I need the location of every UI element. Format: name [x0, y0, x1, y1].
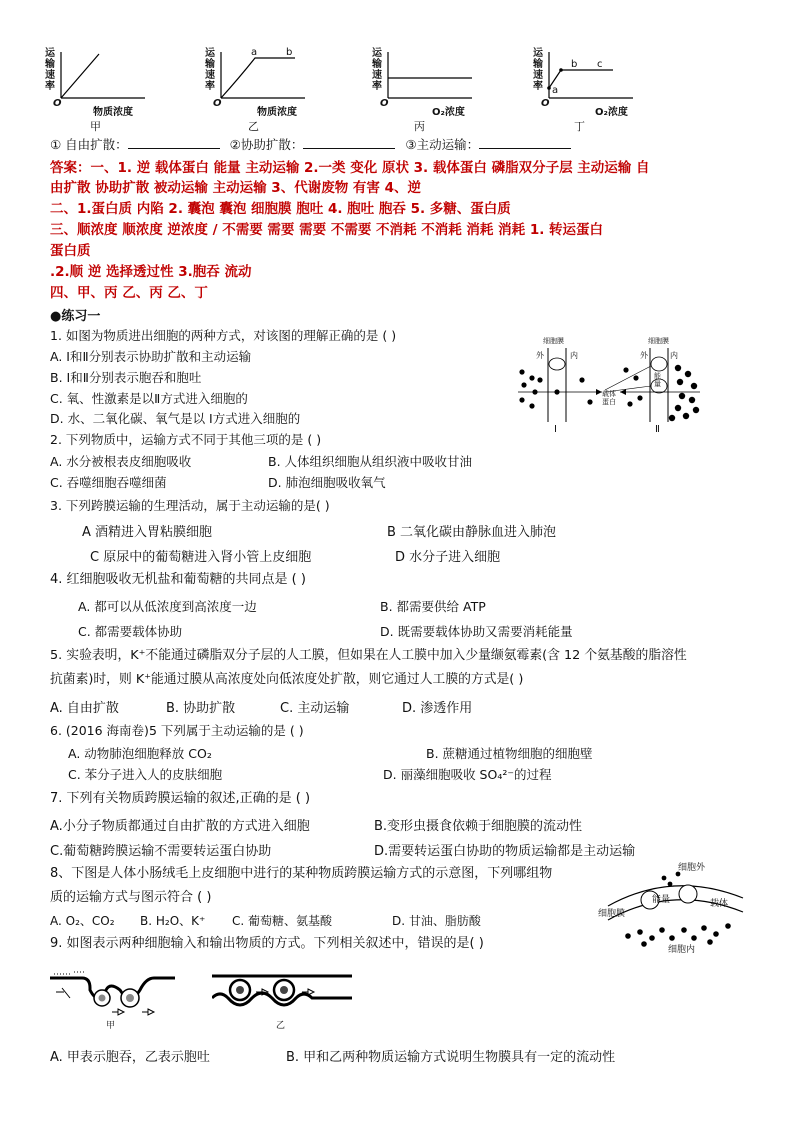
graph-name: 乙 — [248, 120, 259, 133]
q1-option-b[interactable]: B. Ⅰ和Ⅱ分别表示胞吞和胞吐 — [50, 370, 202, 385]
graph-name: 甲 — [90, 120, 101, 133]
q4-option-b[interactable]: B. 都需要供给 ATP — [380, 599, 486, 614]
graph-name: 丙 — [414, 120, 425, 133]
y-axis-label: 运输速率 — [205, 48, 215, 92]
q1-figure — [510, 330, 740, 440]
figure-label-jia: 甲 — [106, 1021, 116, 1031]
q7-option-d[interactable]: D.需要转运蛋白协助的物质运输都是主动运输 — [374, 844, 636, 859]
q6-stem: 6. (2016 海南卷)5 下列属于主动运输的是 ( ) — [50, 723, 304, 738]
q5-option-a[interactable]: A. 自由扩散 — [50, 701, 119, 716]
curve-line — [61, 54, 99, 98]
point-a: a — [251, 47, 258, 58]
inside-label: 内 — [670, 351, 678, 360]
q2-stem: 2. 下列物质中，运输方式不同于其他三项的是 ( ) — [50, 432, 322, 447]
q4-stem: 4. 红细胞吸收无机盐和葡萄糖的共同点是 ( ) — [50, 572, 306, 587]
x-axis-label: 物质浓度 — [93, 107, 133, 118]
answer-line: 由扩散 协助扩散 被动运输 主动运输 3、代谢废物 有害 4、逆 — [50, 180, 421, 196]
q7-option-a[interactable]: A.小分子物质都通过自由扩散的方式进入细胞 — [50, 819, 310, 834]
graph-yi — [205, 48, 315, 120]
q9-figure-jia — [50, 968, 180, 1031]
origin-label: O — [213, 98, 222, 109]
graph-bing — [372, 48, 482, 120]
answer-line: 四、甲、丙 乙、丙 乙、丁 — [50, 285, 208, 301]
inside-label: 内 — [570, 351, 578, 360]
graph-jia — [45, 48, 155, 120]
q8-option-b[interactable]: B. H₂O、K⁺ — [140, 914, 206, 928]
y-axis-label: 运输速率 — [533, 48, 543, 92]
y-axis-label: 运输速率 — [372, 48, 382, 92]
inside-label: 细胞内 — [668, 945, 696, 955]
q4-option-d[interactable]: D. 既需要载体协助又需要消耗能量 — [380, 624, 573, 639]
blank-line[interactable] — [479, 136, 571, 149]
blank-line[interactable] — [128, 136, 220, 149]
curve-line — [549, 70, 613, 88]
q8-option-d[interactable]: D. 甘油、脂肪酸 — [392, 914, 481, 928]
q1-option-d[interactable]: D. 水、二氧化碳、氧气是以 Ⅰ方式进入细胞的 — [50, 411, 301, 426]
q7-stem: 7. 下列有关物质跨膜运输的叙述,正确的是 ( ) — [50, 791, 311, 806]
q5-option-d[interactable]: D. 渗透作用 — [402, 701, 473, 716]
carrier-label: 载体蛋白 — [602, 390, 616, 406]
point-b: b — [571, 59, 578, 70]
curve-line — [221, 58, 295, 98]
q3-option-b[interactable]: B 二氧化碳由静脉血进入肺泡 — [387, 525, 557, 540]
carrier-label: 载体 — [710, 899, 729, 909]
outside-label: 外 — [536, 351, 544, 360]
q5-option-b[interactable]: B. 协助扩散 — [166, 701, 236, 716]
q2-option-c[interactable]: C. 吞噬细胞吞噬细菌 — [50, 475, 167, 490]
q6-option-c[interactable]: C. 苯分子进入人的皮肤细胞 — [68, 767, 223, 782]
q9-option-b[interactable]: B. 甲和乙两种物质运输方式说明生物膜具有一定的流动性 — [286, 1050, 616, 1065]
outside-label: 细胞外 — [678, 863, 706, 873]
answer-line: 答案：一、1. 逆 载体蛋白 能量 主动运输 2.一类 变化 原状 3. 载体蛋白 磷脂双分子层 主动运输 自 — [50, 160, 650, 176]
q3-option-d[interactable]: D 水分子进入细胞 — [395, 550, 501, 565]
q4-option-c[interactable]: C. 都需要载体协助 — [78, 624, 183, 639]
origin-label: O — [380, 98, 389, 109]
graph-ding — [533, 48, 643, 120]
energy-label: 能量 — [652, 895, 671, 905]
q5-stem-line2: 抗菌素)时，则 K⁺能通过膜从高浓度处向低浓度处扩散，则它通过人工膜的方式是( ) — [50, 672, 524, 687]
q1-option-a[interactable]: A. Ⅰ和Ⅱ分别表示协助扩散和主动运输 — [50, 349, 252, 364]
x-axis-label: O₂浓度 — [595, 107, 628, 118]
q3-option-c[interactable]: C 原尿中的葡萄糖进入肾小管上皮细胞 — [90, 550, 312, 565]
q5-option-c[interactable]: C. 主动运输 — [280, 701, 350, 716]
answer-line: 蛋白质 — [50, 243, 91, 259]
q4-option-a[interactable]: A. 都可以从低浓度到高浓度一边 — [78, 599, 257, 614]
blank-active-transport: ③主动运输： — [405, 137, 480, 152]
fill-blank-line — [50, 136, 571, 153]
graph-name: 丁 — [574, 120, 585, 133]
point-c: c — [597, 59, 603, 70]
point-b: b — [286, 47, 293, 58]
point-a: a — [552, 85, 559, 96]
q3-stem: 3. 下列跨膜运输的生理活动，属于主动运输的是( ) — [50, 498, 330, 513]
q8-option-a[interactable]: A. O₂、CO₂ — [50, 914, 115, 928]
q9-figure-yi — [212, 968, 362, 1031]
figure-label-I: Ⅰ — [554, 424, 557, 435]
q9-option-a[interactable]: A. 甲表示胞吞，乙表示胞吐 — [50, 1050, 210, 1065]
blank-facilitated-diffusion: ②协助扩散： — [229, 137, 304, 152]
outside-label: 外 — [640, 351, 648, 360]
q8-stem-line2: 质的运输方式与图示符合 ( ) — [50, 890, 212, 905]
q6-option-d[interactable]: D. 丽藻细胞吸收 SO₄²⁻的过程 — [383, 767, 552, 782]
q6-option-a[interactable]: A. 动物肺泡细胞释放 CO₂ — [68, 746, 212, 761]
q8-stem-line1: 8、下图是人体小肠绒毛上皮细胞中进行的某种物质跨膜运输方式的示意图，下列哪组物 — [50, 866, 553, 881]
energy-label: 能量 — [654, 372, 661, 388]
q5-stem-line1: 5. 实验表明，K⁺不能通过磷脂双分子层的人工膜，但如果在人工膜中加入少量缬氨霉素(含 12 个氨基酸的脂溶性 — [50, 648, 687, 663]
answer-line: 二、1.蛋白质 内陷 2. 囊泡 囊泡 细胞膜 胞吐 4. 胞吐 胞吞 5. 多糖、蛋白质 — [50, 201, 511, 217]
y-axis-label: 运输速率 — [45, 48, 55, 92]
blank-line[interactable] — [303, 136, 395, 149]
q9-stem: 9. 如图表示两种细胞输入和输出物质的方式。下列相关叙述中，错误的是( ) — [50, 936, 484, 951]
figure-label-II: Ⅱ — [655, 424, 660, 435]
q1-stem: 1. 如图为物质进出细胞的两种方式，对该图的理解正确的是 ( ) — [50, 328, 397, 343]
q8-figure — [598, 858, 748, 954]
x-axis-label: O₂浓度 — [432, 107, 465, 118]
q6-option-b[interactable]: B. 蔗糖通过植物细胞的细胞壁 — [426, 746, 593, 761]
q8-option-c[interactable]: C. 葡萄糖、氨基酸 — [232, 914, 333, 928]
q7-option-b[interactable]: B.变形虫摄食依赖于细胞膜的流动性 — [374, 819, 583, 834]
membrane-label: 细胞膜 — [648, 337, 669, 345]
q7-option-c[interactable]: C.葡萄糖跨膜运输不需要转运蛋白协助 — [50, 844, 272, 859]
blank-free-diffusion: ① 自由扩散： — [50, 137, 128, 152]
figure-label-yi: 乙 — [276, 1021, 286, 1031]
answer-line: .2.顺 逆 选择透过性 3.胞吞 流动 — [50, 264, 252, 280]
origin-label: O — [541, 98, 550, 109]
membrane-label: 细胞膜 — [543, 337, 564, 345]
q3-option-a[interactable]: A 酒精进入胃粘膜细胞 — [82, 525, 213, 540]
practice-title: ●练习一 — [50, 309, 101, 324]
q1-option-c[interactable]: C. 氧、性激素是以Ⅱ方式进入细胞的 — [50, 391, 248, 406]
answer-line: 三、顺浓度 顺浓度 逆浓度 / 不需要 需要 需要 不需要 不消耗 不消耗 消耗 消耗 1. 转运蛋白 — [50, 222, 604, 238]
q2-option-d[interactable]: D. 肺泡细胞吸收氧气 — [268, 475, 386, 490]
q2-option-a[interactable]: A. 水分被根表皮细胞吸收 — [50, 454, 192, 469]
membrane-label: 细胞膜 — [598, 909, 626, 919]
origin-label: O — [53, 98, 62, 109]
q2-option-b[interactable]: B. 人体组织细胞从组织液中吸收甘油 — [268, 454, 473, 469]
x-axis-label: 物质浓度 — [257, 107, 297, 118]
